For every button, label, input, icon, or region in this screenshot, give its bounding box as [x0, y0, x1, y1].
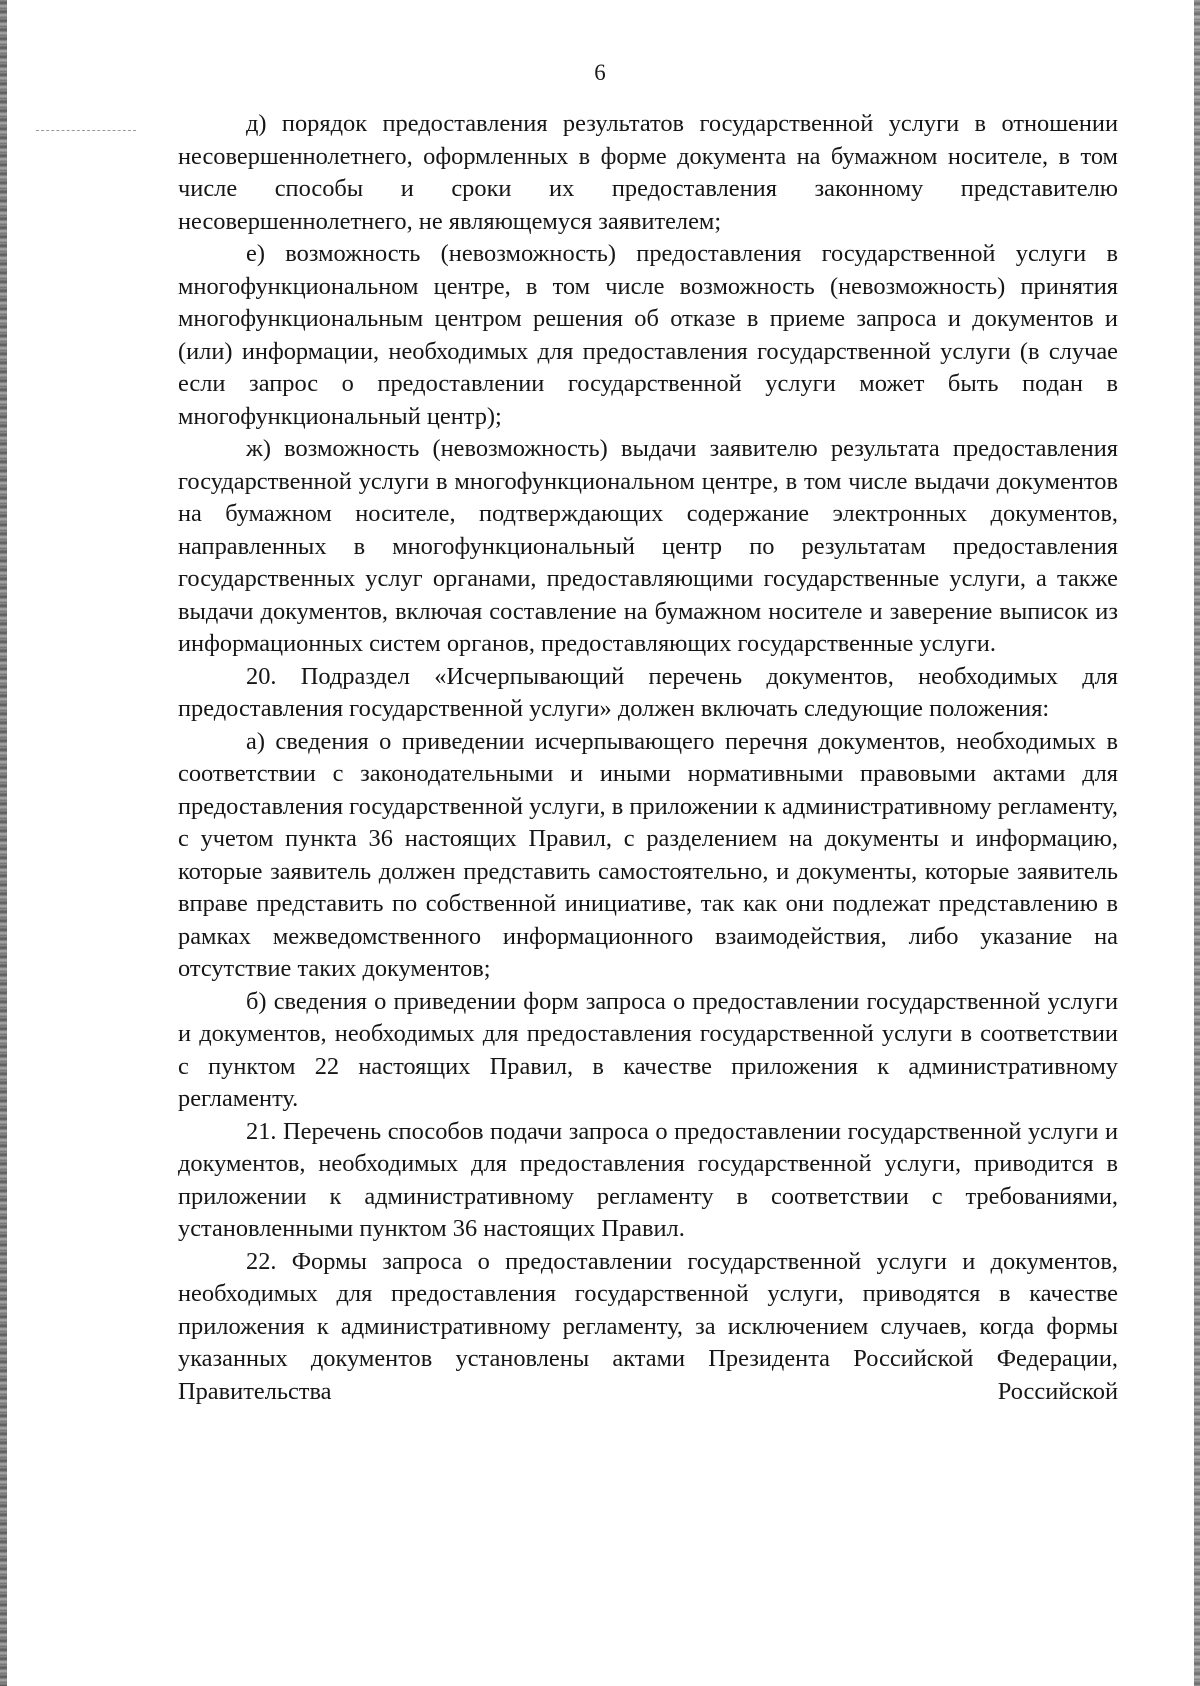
paragraph-d: д) порядок предоставления результатов государственной услуги в отношении несовершеннолетнего, оформленных в форме документа на бумажном носителе, в том числе способы и сроки их предоставления законному представителю несовершеннолетнего, не являющемуся заявителем;: [178, 110, 1118, 235]
paragraph-b: б) сведения о приведении форм запроса о предоставлении государственной услуги и документов, необходимых для предоставления государственной услуги в соответствии с пунктом 22 настоящих Правил, в качестве приложения к административному регламенту.: [178, 987, 1118, 1112]
paragraph-a: а) сведения о приведении исчерпывающего перечня документов, необходимых в соответствии с законодательными и иными нормативными правовыми актами для предоставления государственной услуги, в приложении к административному регламенту, с учетом пункта 36 настоящих Правил, с разделением на документы и информацию, которые заявитель должен представить самостоятельно, и документы, которые заявитель вправе представить по собственной инициативе, так как они подлежат представлению в рамках межведомственного информационного взаимодействия, либо указание на отсутствие таких документов;: [178, 727, 1119, 982]
paragraph-21: 21. Перечень способов подачи запроса о предоставлении государственной услуги и документов, необходимых для предоставления государственной услуги, приводится в приложении к административному регламенту в соответствии с требованиями, установленными пунктом 36 настоящих Правил.: [178, 1117, 1118, 1242]
document-body: [178, 108, 1118, 1408]
scan-edge-left: [0, 0, 7, 1686]
scan-edge-right: [1194, 0, 1200, 1686]
paragraph-22: 22. Формы запроса о предоставлении государственной услуги и документов, необходимых для предоставления государственной услуги, приводятся в качестве приложения к административному регламенту, за исключением случаев, когда формы указанных документов установлены актами Президента Российской Федерации, Правительства Российской: [178, 1247, 1118, 1405]
paragraph-e: е) возможность (невозможность) предоставления государственной услуги в многофункциональном центре, в том числе возможность (невозможность) принятия многофункциональным центром решения об отказе в приеме запроса и документов и (или) информации, необходимых для предоставления государственной услуги (в случае если запрос о предоставлении государственной услуги может быть подан в многофункциональный центр);: [178, 240, 1118, 430]
paragraph-zh: ж) возможность (невозможность) выдачи заявителю результата предоставления государственной услуги в многофункциональном центре, в том числе выдачи документов на бумажном носителе, подтверждающих содержание электронных документов, направленных в многофункциональный центр по результатам предоставления государственных услуг органами, предоставляющими государственные услуги, а также выдачи документов, включая составление на бумажном носителе и заверение выписок из информационных систем органов, предоставляющих государственные услуги.: [178, 435, 1118, 657]
scan-artifact-line: [36, 130, 136, 131]
page-number: 6: [594, 60, 606, 85]
paragraph-20: 20. Подраздел «Исчерпывающий перечень документов, необходимых для предоставления государственной услуги» должен включать следующие положения:: [178, 662, 1118, 722]
